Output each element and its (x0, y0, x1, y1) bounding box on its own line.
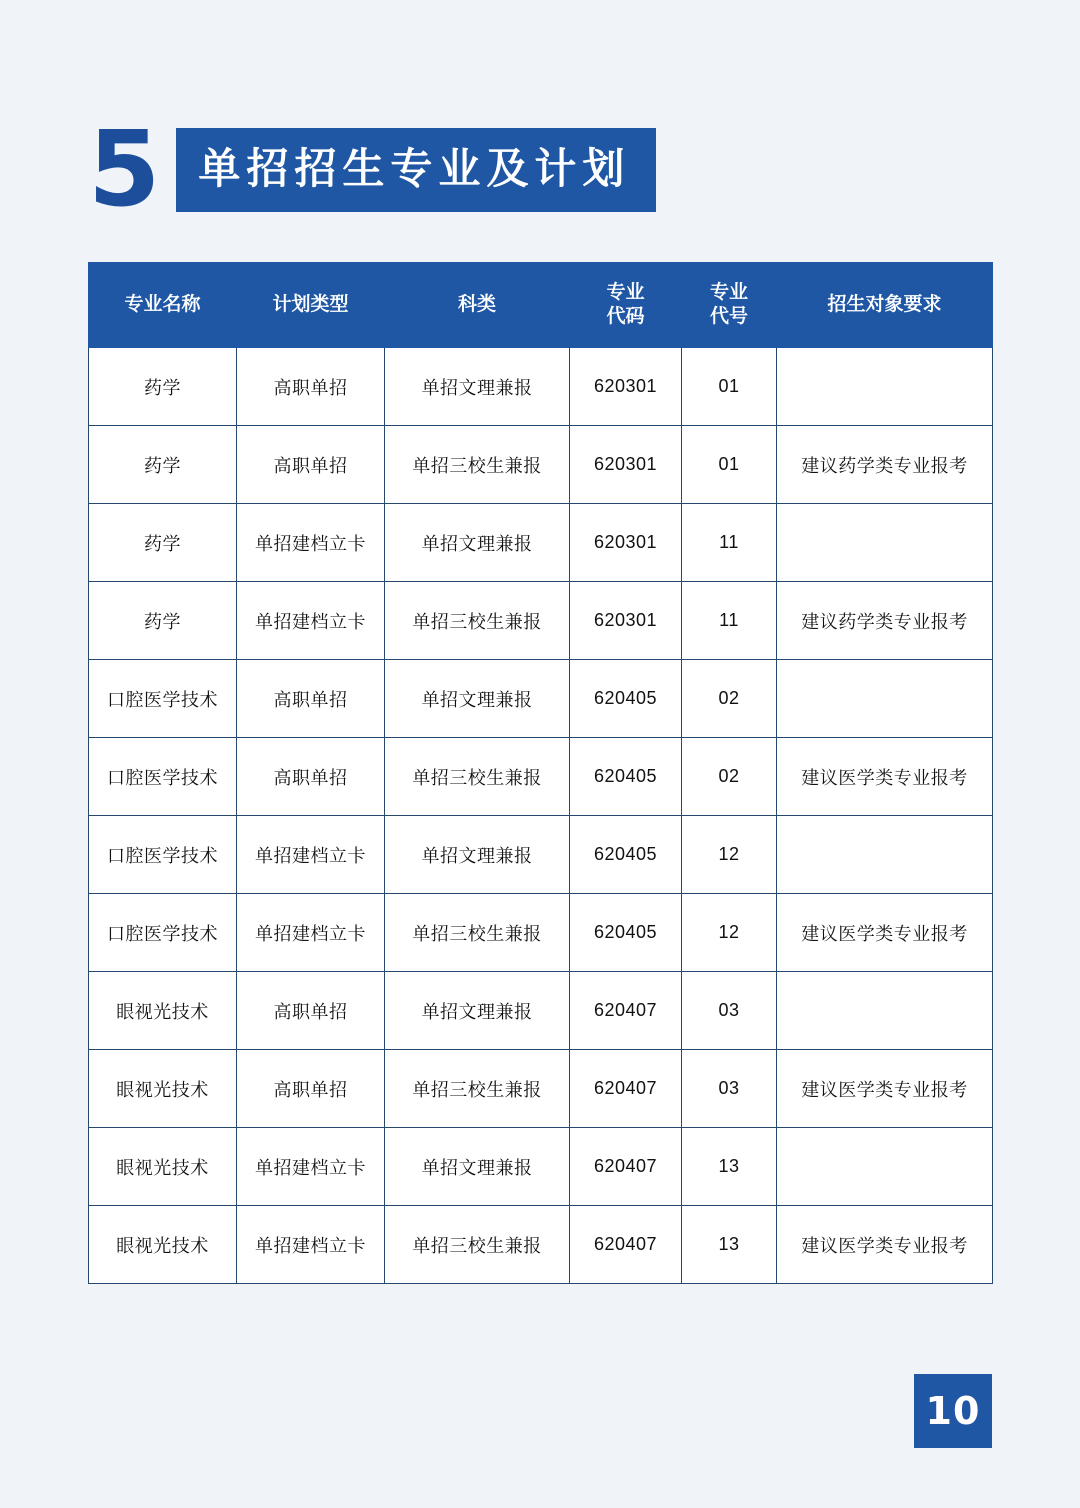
cell-category: 单招文理兼报 (385, 1128, 570, 1206)
cell-major-code: 620301 (570, 348, 682, 426)
cell-category: 单招三校生兼报 (385, 894, 570, 972)
cell-requirement (777, 816, 993, 894)
cell-major: 口腔医学技术 (89, 816, 237, 894)
admission-plan-table (88, 262, 993, 1284)
cell-major-no: 03 (682, 972, 777, 1050)
column-header-major-no-line2: 代号 (709, 306, 748, 327)
column-header-major-no (682, 263, 777, 348)
section-number: 5 (88, 108, 159, 231)
cell-major-no: 03 (682, 1050, 777, 1128)
cell-major-code: 620407 (570, 1206, 682, 1284)
column-header-major-code-line2: 代码 (606, 306, 645, 327)
column-header-major-code-line1: 专业 (606, 281, 645, 303)
cell-major-code: 620407 (570, 972, 682, 1050)
cell-major: 眼视光技术 (89, 1050, 237, 1128)
cell-requirement (777, 348, 993, 426)
cell-requirement: 建议药学类专业报考 (777, 426, 993, 504)
cell-plan-type: 高职单招 (237, 738, 385, 816)
cell-major-no: 01 (682, 426, 777, 504)
table-row (89, 1050, 993, 1128)
cell-major-no: 02 (682, 738, 777, 816)
cell-major-no: 02 (682, 660, 777, 738)
cell-major-code: 620405 (570, 894, 682, 972)
cell-category: 单招文理兼报 (385, 504, 570, 582)
cell-category: 单招文理兼报 (385, 348, 570, 426)
cell-requirement (777, 1128, 993, 1206)
column-header-major-code (570, 263, 682, 348)
cell-major: 口腔医学技术 (89, 660, 237, 738)
cell-major-no: 13 (682, 1128, 777, 1206)
cell-major: 药学 (89, 348, 237, 426)
admission-plan-table-wrapper (88, 262, 992, 1284)
cell-requirement: 建议医学类专业报考 (777, 1206, 993, 1284)
table-row (89, 348, 993, 426)
cell-plan-type: 单招建档立卡 (237, 894, 385, 972)
cell-plan-type: 高职单招 (237, 972, 385, 1050)
cell-major-no: 01 (682, 348, 777, 426)
cell-requirement: 建议医学类专业报考 (777, 738, 993, 816)
cell-major: 药学 (89, 504, 237, 582)
cell-major-code: 620301 (570, 504, 682, 582)
cell-major: 眼视光技术 (89, 972, 237, 1050)
cell-major-no: 12 (682, 894, 777, 972)
table-row (89, 972, 993, 1050)
cell-major: 眼视光技术 (89, 1128, 237, 1206)
cell-requirement (777, 660, 993, 738)
table-row (89, 894, 993, 972)
cell-category: 单招三校生兼报 (385, 582, 570, 660)
column-header-category: 科类 (385, 263, 570, 348)
table-header (89, 263, 993, 348)
column-header-major: 专业名称 (89, 263, 237, 348)
section-title: 单招招生专业及计划 (176, 128, 656, 212)
cell-plan-type: 单招建档立卡 (237, 582, 385, 660)
cell-major: 药学 (89, 426, 237, 504)
cell-major-code: 620405 (570, 660, 682, 738)
cell-major-no: 12 (682, 816, 777, 894)
table-row (89, 738, 993, 816)
section-header (88, 96, 656, 231)
table-body (89, 348, 993, 1284)
cell-category: 单招三校生兼报 (385, 1206, 570, 1284)
cell-category: 单招文理兼报 (385, 972, 570, 1050)
cell-plan-type: 单招建档立卡 (237, 504, 385, 582)
cell-plan-type: 高职单招 (237, 426, 385, 504)
table-row (89, 1206, 993, 1284)
cell-major: 药学 (89, 582, 237, 660)
cell-category: 单招三校生兼报 (385, 1050, 570, 1128)
cell-plan-type: 高职单招 (237, 348, 385, 426)
column-header-major-no-line1: 专业 (709, 281, 748, 303)
cell-major-code: 620301 (570, 582, 682, 660)
cell-requirement: 建议药学类专业报考 (777, 582, 993, 660)
cell-category: 单招文理兼报 (385, 816, 570, 894)
cell-major: 眼视光技术 (89, 1206, 237, 1284)
cell-major-no: 11 (682, 582, 777, 660)
cell-major-code: 620407 (570, 1128, 682, 1206)
cell-plan-type: 高职单招 (237, 1050, 385, 1128)
cell-category: 单招三校生兼报 (385, 738, 570, 816)
page-number-badge: 10 (914, 1374, 992, 1448)
cell-plan-type: 高职单招 (237, 660, 385, 738)
cell-plan-type: 单招建档立卡 (237, 1206, 385, 1284)
cell-major-code: 620405 (570, 816, 682, 894)
cell-major-code: 620407 (570, 1050, 682, 1128)
table-row (89, 660, 993, 738)
cell-major-code: 620301 (570, 426, 682, 504)
column-header-requirement: 招生对象要求 (777, 263, 993, 348)
cell-requirement: 建议医学类专业报考 (777, 894, 993, 972)
cell-category: 单招文理兼报 (385, 660, 570, 738)
cell-plan-type: 单招建档立卡 (237, 1128, 385, 1206)
table-row (89, 582, 993, 660)
table-row (89, 426, 993, 504)
cell-major-no: 11 (682, 504, 777, 582)
table-row (89, 504, 993, 582)
cell-major-no: 13 (682, 1206, 777, 1284)
column-header-plan-type: 计划类型 (237, 263, 385, 348)
cell-major-code: 620405 (570, 738, 682, 816)
cell-major: 口腔医学技术 (89, 894, 237, 972)
cell-plan-type: 单招建档立卡 (237, 816, 385, 894)
table-row (89, 1128, 993, 1206)
table-row (89, 816, 993, 894)
cell-requirement: 建议医学类专业报考 (777, 1050, 993, 1128)
cell-requirement (777, 504, 993, 582)
table-header-row (89, 263, 993, 348)
cell-requirement (777, 972, 993, 1050)
cell-major: 口腔医学技术 (89, 738, 237, 816)
cell-category: 单招三校生兼报 (385, 426, 570, 504)
